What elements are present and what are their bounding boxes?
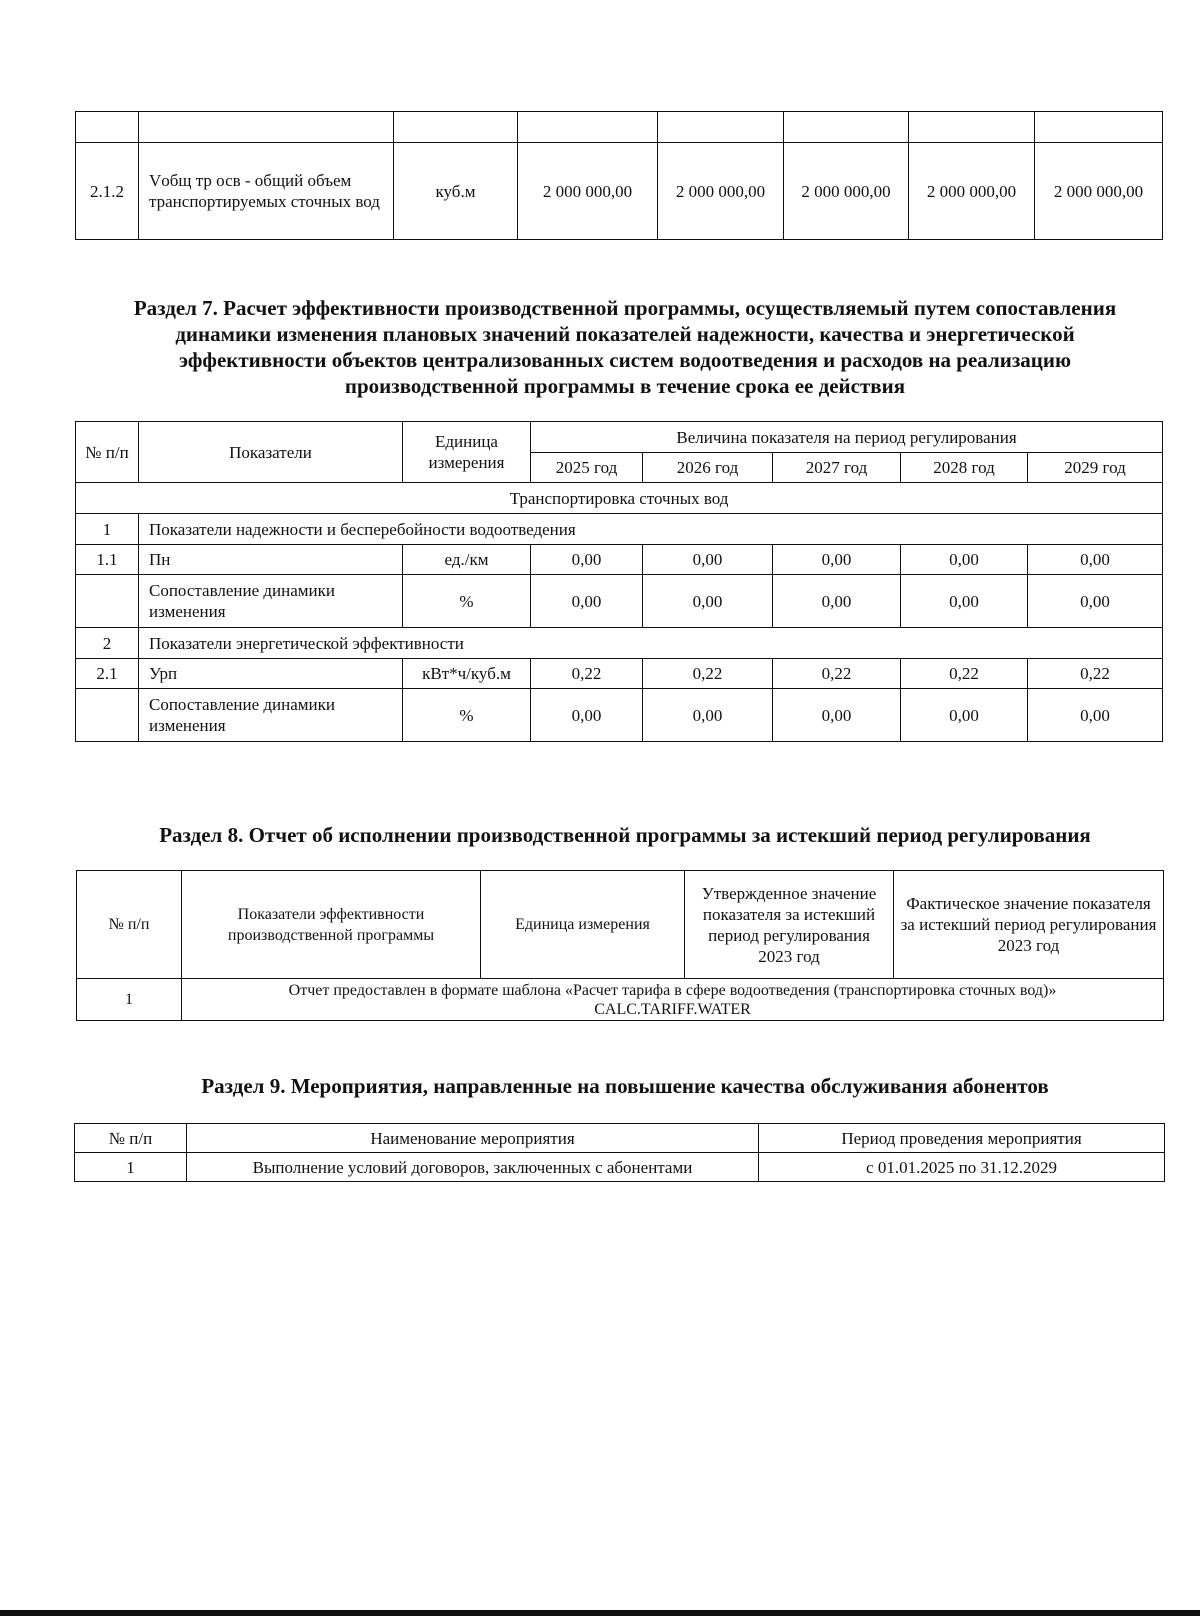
section9-title: Раздел 9. Мероприятия, направленные на повышение качества обслуживания абонентов [201,1074,1049,1098]
unit: ед./км [403,545,531,575]
table-top [75,111,1163,240]
page-bottom-edge [0,1610,1200,1616]
report-note-code: CALC.TARIFF.WATER [594,1000,751,1018]
value-cell: 0,00 [901,575,1028,628]
row-number: 1 [77,979,182,1021]
value-cell: 0,22 [773,659,901,689]
indicator-name: Сопоставление динамики изменения [139,689,403,742]
value-cell: 0,00 [1028,575,1163,628]
row-number: 2 [76,628,139,659]
value-cell: 2 000 000,00 [784,143,909,240]
table-row [77,979,1164,1021]
table-row [76,689,1163,742]
unit: кВт*ч/куб.м [403,659,531,689]
header-year: 2027 год [773,453,901,483]
subgroup-label: Показатели энергетической эффективности [139,628,1163,659]
subgroup-label: Показатели надежности и бесперебойности водоотведения [139,514,1163,545]
header-actual: Фактическое значение показателя за истекший период регулирования 2023 год [894,871,1164,979]
value-cell: 0,22 [901,659,1028,689]
value-cell: 0,00 [643,545,773,575]
group-row: Транспортировка сточных вод [76,483,1163,514]
value-cell: 2 000 000,00 [1035,143,1163,240]
header-year: 2025 год [531,453,643,483]
table-row [76,575,1163,628]
value-cell: 0,00 [531,689,643,742]
value-cell: 0,00 [531,575,643,628]
value-cell: 0,00 [643,689,773,742]
header-year: 2026 год [643,453,773,483]
value-cell: 2 000 000,00 [909,143,1035,240]
header-indicator: Показатели [139,422,403,483]
value-cell: 2 000 000,00 [658,143,784,240]
header-unit: Единица измерения [403,422,531,483]
table-row [76,143,1163,240]
indicator-name: Пн [139,545,403,575]
header-indicator: Показатели эффективности производственной программы [182,871,481,979]
value-cell: 0,00 [1028,689,1163,742]
header-unit: Единица измерения [481,871,685,979]
row-number: 1 [76,514,139,545]
value-cell: 0,22 [531,659,643,689]
value-cell: 0,00 [901,545,1028,575]
row-number: 1 [75,1153,187,1182]
measure-period: с 01.01.2025 по 31.12.2029 [759,1153,1165,1182]
unit: % [403,575,531,628]
row-number: 2.1 [76,659,139,689]
header-year: 2029 год [1028,453,1163,483]
value-cell: 0,22 [643,659,773,689]
header-num: № п/п [76,422,139,483]
indicator-name: Сопоставление динамики изменения [139,575,403,628]
value-cell: 0,00 [773,689,901,742]
measure-name: Выполнение условий договоров, заключенных с абонентами [187,1153,759,1182]
report-note-text: Отчет предоставлен в формате шаблона «Расчет тарифа в сфере водоотведения (транспортировка сточных вод)» [288,981,1057,999]
value-cell: 0,00 [531,545,643,575]
header-num: № п/п [77,871,182,979]
value-cell: 0,00 [1028,545,1163,575]
value-cell: 0,00 [773,575,901,628]
section7-title: Раздел 7. Расчет эффективности производственной программы, осуществляемый путем сопоставления динамики изменения плановых значений показателей надежности, качества и энергетической эффективности объектов централизованных систем водоотведения и расходов на реализацию производственной программы в течение срока ее действия [133,296,1117,398]
indicator-name: Vобщ тр осв - общий объем транспортируемых сточных вод [139,143,394,240]
unit: % [403,689,531,742]
value-cell: 0,00 [773,545,901,575]
value-cell: 0,00 [643,575,773,628]
section7-table [75,421,1163,742]
table-row [76,659,1163,689]
section8-title: Раздел 8. Отчет об исполнении производственной программы за истекший период регулирования [159,823,1091,847]
header-period: Величина показателя на период регулирования [531,422,1163,453]
header-year: 2028 год [901,453,1028,483]
header-name: Наименование мероприятия [187,1124,759,1153]
value-cell: 0,00 [901,689,1028,742]
section9-table [74,1123,1165,1182]
section8-table [76,870,1164,1021]
header-approved: Утвержденное значение показателя за истекший период регулирования 2023 год [685,871,894,979]
row-number: 2.1.2 [76,143,139,240]
unit: куб.м [394,143,518,240]
header-period: Период проведения мероприятия [759,1124,1165,1153]
table-row [76,545,1163,575]
row-number: 1.1 [76,545,139,575]
report-note [182,979,1164,1021]
value-cell: 0,22 [1028,659,1163,689]
header-num: № п/п [75,1124,187,1153]
table-row-empty [76,112,1163,143]
table-row [75,1153,1165,1182]
indicator-name: Урп [139,659,403,689]
value-cell: 2 000 000,00 [518,143,658,240]
